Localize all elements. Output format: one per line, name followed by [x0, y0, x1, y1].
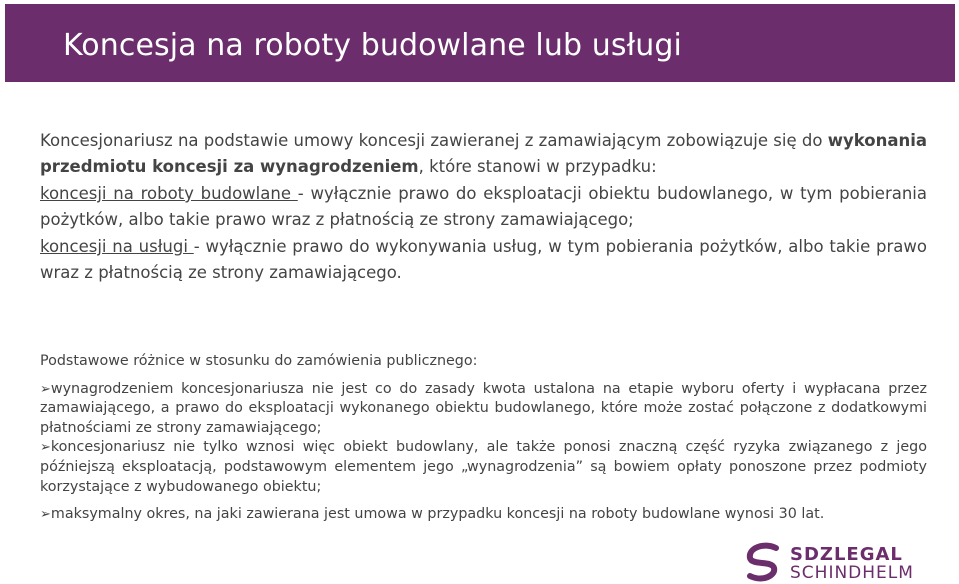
difference-item-text: koncesjonariusz nie tylko wznosi więc obiekt budowlany, ale także ponosi znaczną część ryzyka związanego z jego późniejszą eksploatacją, podstawowym elementem jego „wynagrodzenia” są bowiem opłaty ponoszone przez podmioty korzystające z wybudowanego obiektu;: [40, 439, 927, 495]
intro-text-1: Koncesjonariusz na podstawie umowy koncesji zawieranej z zamawiającym zobowiązuje się do: [40, 131, 828, 150]
definition-text: - wyłącznie prawo do wykonywania usług, w tym pobierania pożytków, albo takie prawo wraz z płatnością ze strony zamawiającego.: [40, 237, 927, 282]
differences-section: [40, 352, 927, 525]
title-bar: [5, 4, 955, 82]
differences-heading: Podstawowe różnice w stosunku do zamówienia publicznego:: [40, 353, 478, 369]
definition-term: koncesji na roboty budowlane: [40, 184, 298, 203]
difference-item: [40, 380, 927, 439]
intro-paragraph: [40, 128, 927, 179]
intro-text-2: , które stanowi w przypadku:: [418, 156, 657, 176]
arrow-right-icon: ➢: [40, 381, 51, 397]
definition-works: [40, 181, 927, 232]
difference-item-text: maksymalny okres, na jaki zawierana jest umowa w przypadku koncesji na roboty budowlane wynosi 30 lat.: [50, 506, 825, 523]
arrow-right-icon: ➢: [40, 440, 51, 456]
difference-item: [40, 505, 927, 525]
definition-term: koncesji na usługi: [40, 237, 194, 256]
difference-item: [40, 438, 927, 497]
intro-bold: wykonania przedmiotu koncesji za wynagrodzeniem: [40, 131, 927, 176]
arrow-right-icon: ➢: [40, 507, 51, 523]
definition-text: - wyłącznie prawo do eksploatacji obiektu budowlanego, w tym pobierania pożytków, albo takie prawo wraz z płatnością ze strony zamawiającego;: [40, 184, 927, 229]
logo-line1: SDZLEGAL: [790, 544, 903, 565]
company-logo: [742, 540, 922, 584]
logo-line2: SCHINDHELM: [790, 563, 914, 583]
definition-services: [40, 234, 927, 285]
difference-item-text: wynagrodzeniem koncesjonariusza nie jest co do zasady kwota ustalona na etapie wyboru oferty i wypłacana przez zamawiającego, a prawo do eksploatacji wykonanego obiektu budowlanego, które może zostać połączone z dodatkowymi płatnościami ze strony zamawiającego;: [40, 380, 927, 436]
page-title: Koncesja na roboty budowlane lub usługi: [63, 28, 682, 63]
logo-mark-icon: [742, 540, 786, 584]
main-text: [40, 128, 927, 285]
